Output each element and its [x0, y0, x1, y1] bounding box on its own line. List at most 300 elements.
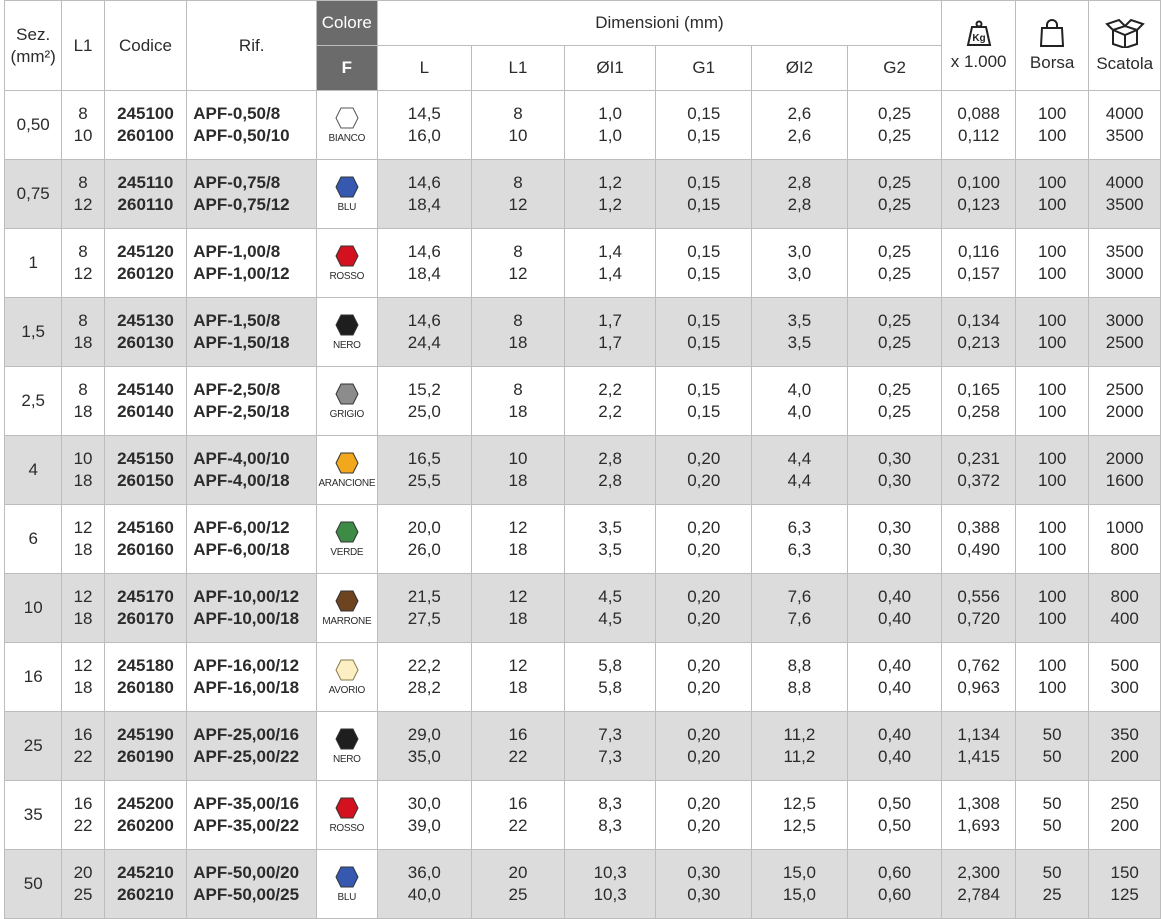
- row-dim-l1-value: 12: [508, 656, 528, 675]
- row-rif-value: APF-0,75/8: [193, 173, 281, 192]
- row-rif: [187, 712, 317, 781]
- row-scatola-value: 3500: [1105, 242, 1144, 261]
- row-borsa-value: 100: [1037, 449, 1067, 468]
- table-row: [5, 229, 1161, 298]
- row-rif-value: APF-1,50/8: [193, 311, 281, 330]
- row-dim-l1-value: 18: [508, 678, 528, 697]
- row-l1-value: 8: [78, 311, 88, 330]
- row-dim-g1-value: 0,20: [687, 587, 721, 606]
- row-codice-value: 260170: [117, 609, 174, 628]
- row-color: [317, 781, 377, 850]
- row-weight-value: 0,231: [957, 449, 1000, 468]
- row-dim-oi1-value: 3,5: [598, 540, 622, 559]
- row-rif: [187, 229, 317, 298]
- row-dim-l1: [472, 574, 565, 643]
- row-codice: [104, 298, 187, 367]
- hexagon-color-icon: [335, 107, 359, 129]
- row-dim-oi2: [752, 160, 848, 229]
- row-l1-value: 18: [73, 333, 93, 352]
- row-scatola-value: 2500: [1105, 380, 1144, 399]
- row-dim-l1: [472, 505, 565, 574]
- color-name-label: ARANCIONE: [318, 477, 376, 489]
- row-sez: 1: [5, 229, 62, 298]
- row-dim-oi1: [564, 229, 656, 298]
- color-name-label: NERO: [332, 339, 361, 351]
- row-dim-l: [377, 643, 472, 712]
- row-weight: [942, 436, 1016, 505]
- row-scatola: [1089, 229, 1161, 298]
- row-scatola: [1089, 160, 1161, 229]
- row-scatola-value: 500: [1110, 656, 1139, 675]
- hexagon-color-icon: [335, 728, 359, 750]
- row-dim-g2-value: 0,40: [878, 725, 912, 744]
- row-dim-l1-value: 10: [508, 449, 528, 468]
- row-dim-g2-value: 0,25: [878, 242, 912, 261]
- row-dim-oi1-value: 1,7: [598, 311, 622, 330]
- row-weight-value: 0,258: [957, 402, 1000, 421]
- row-borsa: [1015, 160, 1089, 229]
- row-dim-g2: [847, 574, 942, 643]
- row-rif-value: APF-1,50/18: [193, 333, 290, 352]
- row-borsa-value: 100: [1037, 678, 1067, 697]
- row-dim-l-value: 14,6: [407, 242, 441, 261]
- row-rif-value: APF-6,00/18: [193, 540, 290, 559]
- row-codice-value: 260160: [117, 540, 174, 559]
- row-codice: [104, 712, 187, 781]
- hexagon-color-icon: [335, 245, 359, 267]
- row-dim-oi2-value: 3,0: [787, 242, 812, 261]
- row-l1-value: 20: [73, 863, 93, 882]
- row-weight: [942, 781, 1016, 850]
- row-color: [317, 298, 377, 367]
- row-codice: [104, 574, 187, 643]
- row-color: [317, 505, 377, 574]
- row-l1-value: 8: [78, 380, 88, 399]
- row-weight: [942, 505, 1016, 574]
- row-dim-g2-value: 0,60: [878, 863, 912, 882]
- row-rif-value: APF-6,00/12: [193, 518, 290, 537]
- row-scatola-value: 200: [1110, 816, 1139, 835]
- row-dim-g2-value: 0,25: [878, 333, 912, 352]
- row-dim-l: [377, 574, 472, 643]
- row-dim-g2-value: 0,25: [878, 195, 912, 214]
- color-name-label: ROSSO: [329, 270, 365, 282]
- row-rif-value: APF-16,00/18: [193, 678, 300, 697]
- row-scatola-value: 2000: [1105, 402, 1144, 421]
- row-l1: [62, 781, 104, 850]
- row-dim-l: [377, 712, 472, 781]
- color-name-label: BLU: [337, 201, 357, 213]
- row-dim-oi2-value: 3,5: [787, 333, 812, 352]
- row-sez: 1,5: [5, 298, 62, 367]
- row-dim-oi2: [752, 436, 848, 505]
- row-scatola-value: 350: [1110, 725, 1139, 744]
- row-dim-g1-value: 0,20: [687, 518, 721, 537]
- row-dim-oi2-value: 3,0: [787, 264, 812, 283]
- row-sez: 25: [5, 712, 62, 781]
- row-rif: [187, 298, 317, 367]
- row-borsa-value: 100: [1037, 195, 1067, 214]
- header-row-1: [5, 1, 1161, 46]
- row-dim-l: [377, 781, 472, 850]
- header-dim-l: L: [377, 46, 472, 91]
- row-dim-l-value: 14,6: [407, 311, 441, 330]
- row-dim-l1-value: 18: [508, 471, 528, 490]
- row-color: [317, 436, 377, 505]
- row-dim-l-value: 36,0: [407, 863, 441, 882]
- row-dim-l-value: 24,4: [407, 333, 441, 352]
- row-borsa-value: 50: [1042, 725, 1062, 744]
- row-dim-oi2-value: 6,3: [787, 518, 812, 537]
- row-codice-value: 245140: [117, 380, 174, 399]
- row-dim-g1-value: 0,15: [687, 242, 721, 261]
- row-borsa-value: 100: [1037, 518, 1067, 537]
- row-weight-value: 2,784: [957, 885, 1000, 904]
- row-borsa: [1015, 850, 1089, 919]
- row-l1: [62, 229, 104, 298]
- row-dim-g2: [847, 367, 942, 436]
- row-codice: [104, 436, 187, 505]
- row-dim-oi1: [564, 712, 656, 781]
- row-dim-oi2-value: 3,5: [787, 311, 812, 330]
- row-dim-oi2: [752, 574, 848, 643]
- row-dim-l: [377, 160, 472, 229]
- row-scatola-value: 4000: [1105, 104, 1144, 123]
- row-scatola-value: 200: [1110, 747, 1139, 766]
- row-codice-value: 245130: [117, 311, 174, 330]
- row-dim-l1: [472, 850, 565, 919]
- row-dim-g1: [656, 574, 752, 643]
- table-row: [5, 505, 1161, 574]
- hexagon-color-icon: [335, 866, 359, 888]
- row-dim-oi1: [564, 505, 656, 574]
- row-dim-oi2-value: 2,8: [787, 173, 812, 192]
- row-dim-oi1-value: 5,8: [598, 656, 622, 675]
- row-weight-value: 0,388: [957, 518, 1000, 537]
- row-dim-g1-value: 0,30: [687, 885, 721, 904]
- row-l1-value: 12: [73, 587, 93, 606]
- row-dim-oi2-value: 8,8: [787, 656, 812, 675]
- row-borsa: [1015, 505, 1089, 574]
- row-dim-oi2: [752, 91, 848, 160]
- row-dim-l1: [472, 436, 565, 505]
- row-rif-value: APF-35,00/22: [193, 816, 300, 835]
- row-weight-value: 1,134: [957, 725, 1000, 744]
- row-dim-l-value: 28,2: [407, 678, 441, 697]
- row-dim-oi1: [564, 850, 656, 919]
- header-sez-label: Sez.: [16, 24, 51, 44]
- row-scatola-value: 3500: [1105, 126, 1144, 145]
- row-weight: [942, 367, 1016, 436]
- row-dim-oi2-value: 2,8: [787, 195, 812, 214]
- row-dim-l1: [472, 298, 565, 367]
- row-color: [317, 367, 377, 436]
- row-dim-g1-value: 0,30: [687, 863, 721, 882]
- table-row: [5, 367, 1161, 436]
- row-sez: 6: [5, 505, 62, 574]
- row-dim-oi1-value: 10,3: [593, 885, 627, 904]
- header-weight: [942, 1, 1016, 91]
- row-dim-l-value: 30,0: [407, 794, 441, 813]
- row-borsa-value: 100: [1037, 311, 1067, 330]
- color-name-label: VERDE: [330, 546, 364, 558]
- hexagon-color-icon: [335, 383, 359, 405]
- row-rif-value: APF-25,00/22: [193, 747, 300, 766]
- row-weight: [942, 574, 1016, 643]
- hexagon-color-icon: [335, 797, 359, 819]
- row-dim-g2-value: 0,30: [878, 518, 912, 537]
- row-scatola-value: 4000: [1105, 173, 1144, 192]
- row-dim-l-value: 40,0: [407, 885, 441, 904]
- color-name-label: ROSSO: [329, 822, 365, 834]
- row-borsa-value: 25: [1042, 885, 1062, 904]
- row-dim-oi1-value: 1,0: [598, 126, 622, 145]
- row-dim-g1: [656, 298, 752, 367]
- row-dim-l1: [472, 781, 565, 850]
- row-dim-g1-value: 0,15: [687, 402, 721, 421]
- row-dim-oi1: [564, 367, 656, 436]
- row-scatola: [1089, 505, 1161, 574]
- row-dim-oi1-value: 3,5: [598, 518, 622, 537]
- row-weight: [942, 850, 1016, 919]
- row-dim-l: [377, 850, 472, 919]
- row-codice: [104, 367, 187, 436]
- row-dim-oi1: [564, 91, 656, 160]
- row-borsa: [1015, 229, 1089, 298]
- row-dim-g1: [656, 712, 752, 781]
- row-scatola: [1089, 781, 1161, 850]
- row-codice: [104, 160, 187, 229]
- row-dim-l1-value: 18: [508, 540, 528, 559]
- row-dim-oi1-value: 1,2: [598, 195, 622, 214]
- row-l1-value: 22: [73, 816, 93, 835]
- row-rif: [187, 574, 317, 643]
- row-borsa: [1015, 298, 1089, 367]
- row-dim-g2-value: 0,50: [878, 794, 912, 813]
- table-row: [5, 436, 1161, 505]
- row-l1: [62, 712, 104, 781]
- row-dim-g1: [656, 436, 752, 505]
- row-rif-value: APF-35,00/16: [193, 794, 300, 813]
- row-dim-g1-value: 0,15: [687, 104, 721, 123]
- row-rif-value: APF-2,50/18: [193, 402, 290, 421]
- row-weight-value: 0,134: [957, 311, 1000, 330]
- row-dim-oi2: [752, 367, 848, 436]
- row-dim-oi2-value: 11,2: [783, 747, 816, 766]
- header-sez: [5, 1, 62, 91]
- row-sez: 10: [5, 574, 62, 643]
- row-dim-l1-value: 16: [508, 794, 528, 813]
- row-weight: [942, 712, 1016, 781]
- row-weight-value: 0,165: [957, 380, 1000, 399]
- row-borsa-value: 100: [1037, 380, 1067, 399]
- weight-kg-icon: [966, 20, 992, 46]
- row-rif-value: APF-10,00/12: [193, 587, 300, 606]
- row-dim-oi1: [564, 436, 656, 505]
- row-dim-l-value: 25,0: [407, 402, 441, 421]
- hexagon-color-icon: [335, 659, 359, 681]
- row-dim-l1-value: 8: [513, 380, 523, 399]
- row-dim-oi1-value: 8,3: [598, 794, 622, 813]
- row-dim-oi2-value: 15,0: [782, 885, 816, 904]
- row-dim-l-value: 25,5: [407, 471, 441, 490]
- header-borsa: [1015, 1, 1089, 91]
- row-dim-g2-value: 0,60: [878, 885, 912, 904]
- row-borsa: [1015, 781, 1089, 850]
- row-dim-g1: [656, 643, 752, 712]
- header-rif: Rif.: [187, 1, 317, 91]
- row-dim-g1-value: 0,20: [687, 678, 721, 697]
- header-l1: L1: [62, 1, 104, 91]
- row-weight-value: 0,112: [958, 126, 1000, 145]
- row-codice-value: 245210: [117, 863, 174, 882]
- row-dim-oi2-value: 12,5: [782, 794, 816, 813]
- color-name-label: BLU: [337, 891, 357, 903]
- row-rif-value: APF-4,00/10: [193, 449, 290, 468]
- row-dim-g1-value: 0,20: [687, 747, 721, 766]
- table-row: [5, 712, 1161, 781]
- row-weight-value: 1,693: [957, 816, 1000, 835]
- row-dim-oi2-value: 12,5: [782, 816, 816, 835]
- row-dim-l1-value: 22: [508, 747, 528, 766]
- row-scatola: [1089, 298, 1161, 367]
- row-dim-oi1-value: 2,8: [598, 449, 622, 468]
- row-l1-value: 12: [73, 264, 93, 283]
- row-dim-oi2-value: 2,6: [787, 104, 812, 123]
- row-dim-oi2-value: 4,4: [787, 471, 812, 490]
- product-spec-table: [4, 0, 1161, 919]
- row-l1: [62, 298, 104, 367]
- row-codice-value: 245120: [117, 242, 174, 261]
- row-rif-value: APF-50,00/20: [193, 863, 300, 882]
- row-dim-l1-value: 8: [513, 104, 523, 123]
- row-dim-oi2: [752, 643, 848, 712]
- row-rif-value: APF-25,00/16: [193, 725, 300, 744]
- table-row: [5, 574, 1161, 643]
- row-dim-g2: [847, 643, 942, 712]
- row-color: [317, 160, 377, 229]
- row-weight: [942, 160, 1016, 229]
- row-borsa-value: 100: [1037, 104, 1067, 123]
- row-dim-g1: [656, 160, 752, 229]
- row-dim-l-value: 22,2: [407, 656, 441, 675]
- row-dim-g1-value: 0,20: [687, 725, 721, 744]
- row-weight-value: 0,963: [957, 678, 1000, 697]
- header-scatola: [1089, 1, 1161, 91]
- row-dim-oi1-value: 7,3: [598, 747, 622, 766]
- row-scatola-value: 2000: [1105, 449, 1144, 468]
- row-borsa: [1015, 712, 1089, 781]
- row-dim-g1-value: 0,15: [687, 380, 721, 399]
- row-weight: [942, 298, 1016, 367]
- row-rif-value: APF-4,00/18: [193, 471, 290, 490]
- row-weight: [942, 91, 1016, 160]
- row-dim-oi2-value: 11,2: [783, 725, 816, 744]
- row-scatola-value: 800: [1110, 540, 1139, 559]
- row-l1-value: 12: [73, 518, 93, 537]
- header-dim-oi2: ØI2: [752, 46, 848, 91]
- row-codice: [104, 505, 187, 574]
- row-dim-oi2-value: 6,3: [787, 540, 812, 559]
- row-rif-value: APF-0,50/8: [193, 104, 281, 123]
- row-dim-l-value: 27,5: [407, 609, 441, 628]
- row-dim-g2: [847, 229, 942, 298]
- row-l1-value: 18: [73, 540, 93, 559]
- row-dim-g1-value: 0,20: [687, 540, 721, 559]
- row-codice-value: 260180: [117, 678, 174, 697]
- row-dim-oi1-value: 2,2: [598, 380, 622, 399]
- row-l1-value: 10: [73, 449, 93, 468]
- row-dim-oi1-value: 1,4: [598, 242, 622, 261]
- row-borsa-value: 100: [1037, 471, 1067, 490]
- hexagon-color-icon: [335, 521, 359, 543]
- header-borsa-label: Borsa: [1029, 52, 1075, 72]
- hexagon-color-icon: [335, 590, 359, 612]
- row-dim-l1-value: 8: [513, 173, 523, 192]
- row-dim-oi1-value: 1,2: [598, 173, 622, 192]
- row-dim-g2-value: 0,25: [878, 311, 912, 330]
- row-dim-g1-value: 0,20: [687, 656, 721, 675]
- row-dim-oi1-value: 10,3: [593, 863, 627, 882]
- row-dim-l1: [472, 643, 565, 712]
- row-dim-l: [377, 229, 472, 298]
- row-dim-g1-value: 0,15: [687, 264, 721, 283]
- row-dim-g1-value: 0,15: [687, 311, 721, 330]
- row-l1-value: 18: [73, 678, 93, 697]
- row-dim-g2-value: 0,40: [878, 678, 912, 697]
- row-l1: [62, 643, 104, 712]
- row-rif-value: APF-1,00/8: [193, 242, 281, 261]
- row-dim-g2: [847, 91, 942, 160]
- row-dim-l1: [472, 229, 565, 298]
- header-dim-oi1: ØI1: [564, 46, 656, 91]
- row-dim-oi2: [752, 298, 848, 367]
- row-dim-g2: [847, 298, 942, 367]
- color-name-label: AVORIO: [328, 684, 365, 696]
- row-scatola-value: 250: [1110, 794, 1139, 813]
- row-borsa-value: 50: [1042, 816, 1062, 835]
- row-weight-value: 0,720: [957, 609, 1000, 628]
- row-dim-oi1: [564, 574, 656, 643]
- row-dim-l1: [472, 160, 565, 229]
- row-dim-g2-value: 0,25: [878, 264, 912, 283]
- row-dim-g2-value: 0,30: [878, 471, 912, 490]
- row-borsa: [1015, 367, 1089, 436]
- row-dim-l1-value: 18: [508, 402, 528, 421]
- row-dim-oi1-value: 1,0: [598, 104, 622, 123]
- header-scatola-label: Scatola: [1096, 53, 1154, 73]
- row-scatola-value: 3500: [1105, 195, 1144, 214]
- row-dim-l1-value: 20: [508, 863, 528, 882]
- row-scatola-value: 3000: [1105, 264, 1144, 283]
- row-dim-g2: [847, 160, 942, 229]
- header-sez-unit: (mm²): [10, 46, 56, 66]
- table-row: [5, 850, 1161, 919]
- row-dim-l-value: 18,4: [407, 195, 441, 214]
- row-dim-l: [377, 505, 472, 574]
- row-dim-oi2: [752, 505, 848, 574]
- header-dimensioni: Dimensioni (mm): [377, 1, 942, 46]
- row-weight-value: 0,157: [957, 264, 1000, 283]
- row-dim-g1-value: 0,20: [687, 816, 721, 835]
- row-scatola-value: 125: [1110, 885, 1139, 904]
- row-color: [317, 229, 377, 298]
- row-l1-value: 8: [78, 173, 88, 192]
- row-codice-value: 245200: [117, 794, 174, 813]
- row-scatola: [1089, 850, 1161, 919]
- row-borsa-value: 100: [1037, 587, 1067, 606]
- box-icon: [1105, 18, 1145, 48]
